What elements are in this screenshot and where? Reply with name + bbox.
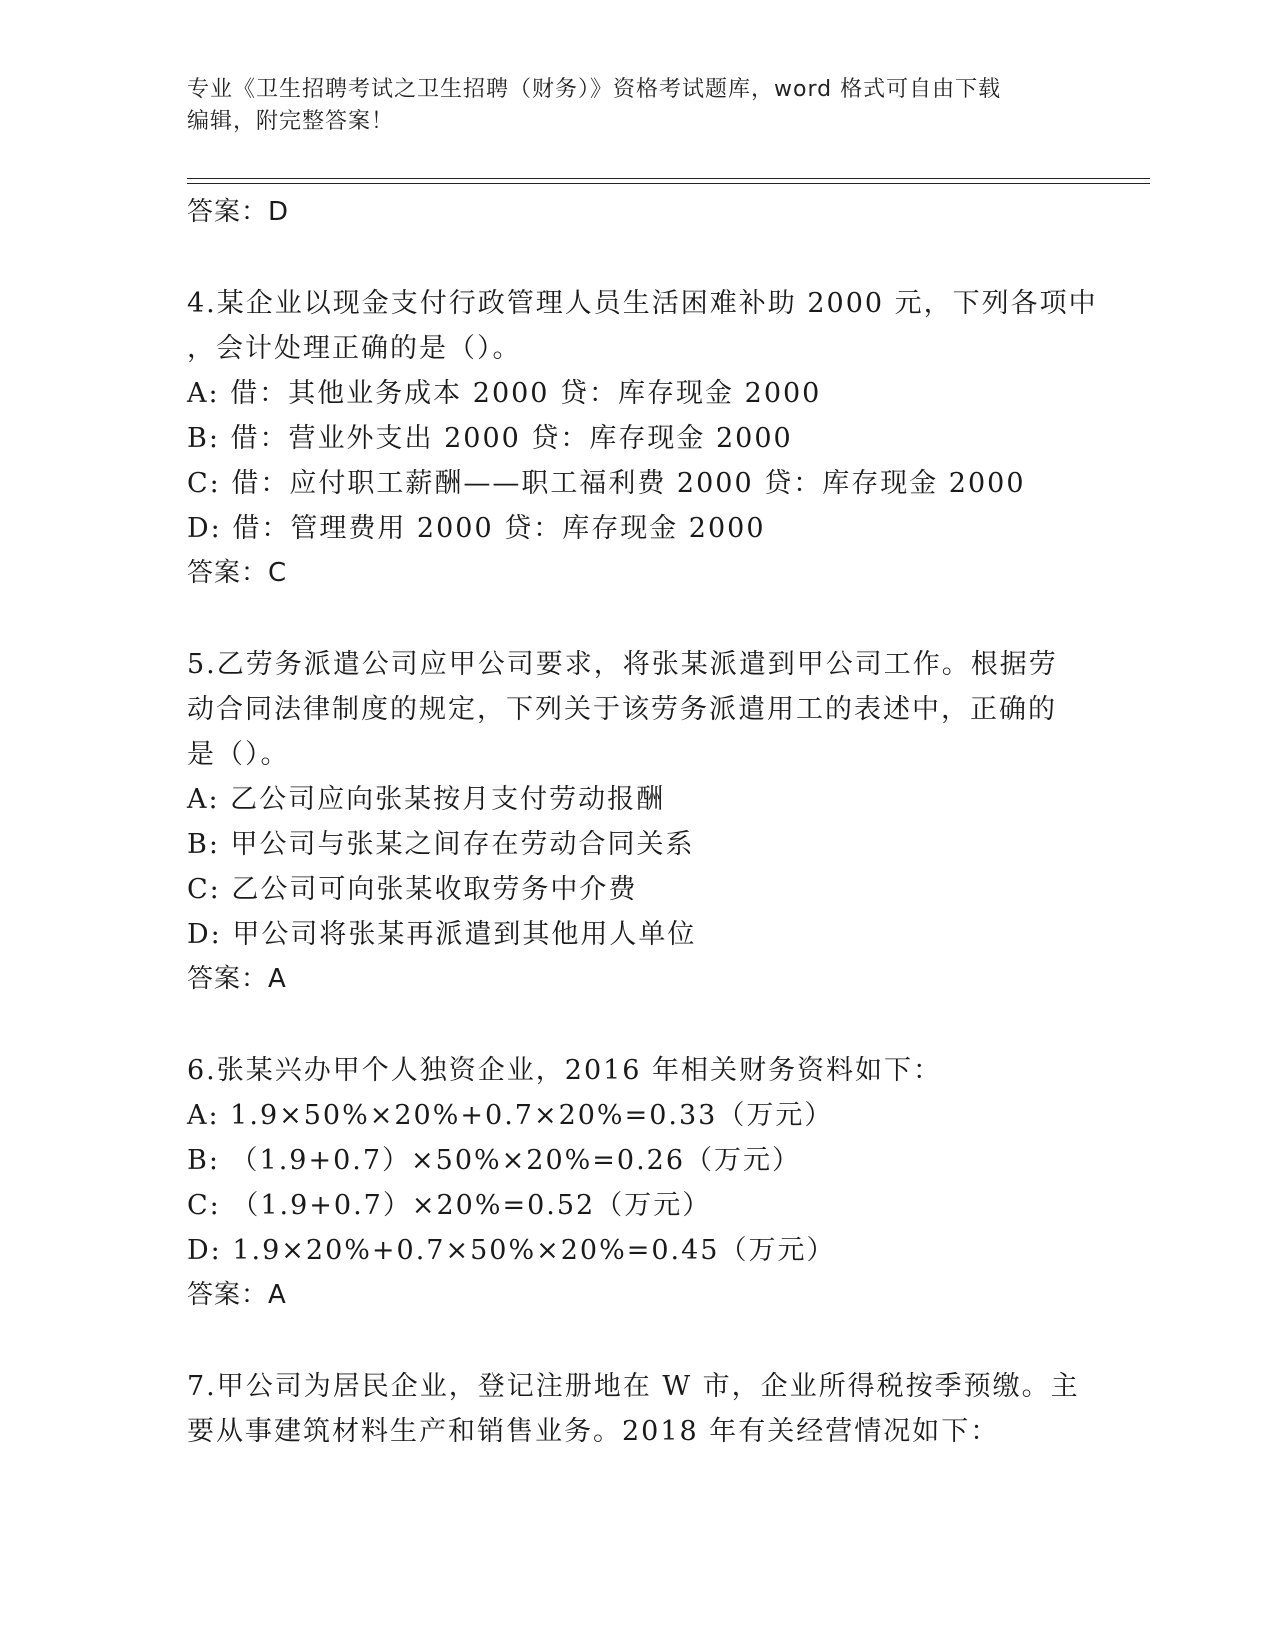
question-stem: 是（）。 (187, 739, 290, 770)
option-a: A: 借：其他业务成本 2000 贷：库存现金 2000 (187, 378, 822, 409)
option-c: C: 乙公司可向张某收取劳务中介费 (187, 874, 638, 905)
header-line-1: 专业《卫生招聘考试之卫生招聘（财务）》资格考试题库，word 格式可自由下载 (187, 77, 1002, 102)
option-d: D: 甲公司将张某再派遣到其他用人单位 (187, 919, 697, 950)
header-divider-top (187, 178, 1150, 179)
spacer (187, 235, 1087, 281)
header-line-2: 编辑，附完整答案！ (187, 109, 395, 134)
question-block (187, 1048, 1087, 1318)
spacer (187, 596, 1087, 642)
question-stem: 5.乙劳务派遣公司应甲公司要求，将张某派遣到甲公司工作。根据劳 (187, 649, 1058, 680)
option-d: D: 借：管理费用 2000 贷：库存现金 2000 (187, 513, 766, 544)
spacer (187, 1002, 1087, 1048)
header-divider-bottom (187, 183, 1150, 184)
option-a: A: 乙公司应向张某按月支付劳动报酬 (187, 784, 666, 815)
question-stem: 动合同法律制度的规定，下列关于该劳务派遣用工的表述中，正确的 (187, 694, 1057, 725)
option-a: A: 1.9×50%×20%+0.7×20%=0.33（万元） (187, 1100, 834, 1131)
question-stem: 6.张某兴办甲个人独资企业，2016 年相关财务资料如下： (187, 1055, 943, 1086)
answer-label: 答案：D (187, 197, 290, 227)
question-stem: 7.甲公司为居民企业，登记注册地在 W 市，企业所得税按季预缴。主 (187, 1371, 1080, 1402)
question-block (187, 281, 1098, 596)
option-b: B: 借：营业外支出 2000 贷：库存现金 2000 (187, 423, 793, 454)
spacer (187, 1318, 1087, 1364)
question-stem: ，会计处理正确的是（）。 (187, 333, 522, 364)
option-b: B: 甲公司与张某之间存在劳动合同关系 (187, 829, 695, 860)
option-b: B: （1.9+0.7）×50%×20%=0.26（万元） (187, 1145, 802, 1176)
question-block (187, 642, 1087, 1002)
question-content (187, 190, 1098, 1454)
answer-label: 答案：C (187, 558, 288, 588)
option-d: D: 1.9×20%+0.7×50%×20%=0.45（万元） (187, 1235, 836, 1266)
answer-label: 答案：A (187, 964, 287, 994)
answer-label: 答案：A (187, 1280, 287, 1310)
option-c: C: （1.9+0.7）×20%=0.52（万元） (187, 1190, 712, 1221)
page-header (187, 74, 1067, 138)
question-stem: 4.某企业以现金支付行政管理人员生活困难补助 2000 元，下列各项中 (187, 288, 1098, 319)
question-block (187, 1364, 1087, 1454)
option-c: C: 借：应付职工薪酬——职工福利费 2000 贷：库存现金 2000 (187, 468, 1026, 499)
question-stem: 要从事建筑材料生产和销售业务。2018 年有关经营情况如下： (187, 1416, 1000, 1447)
